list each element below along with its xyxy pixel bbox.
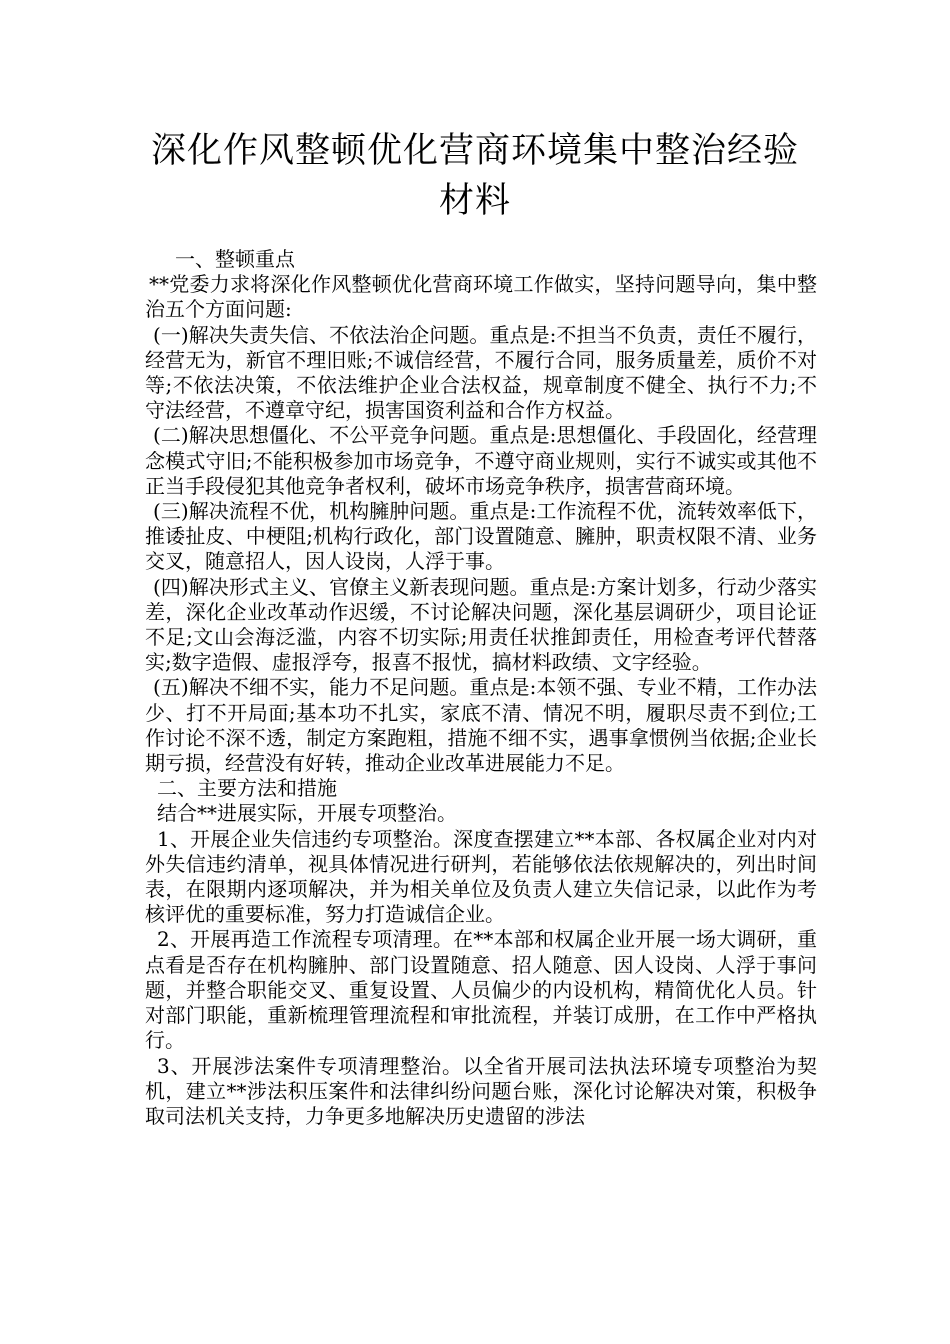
- paragraph: 一、整顿重点: [175, 247, 295, 271]
- paragraph: 3、开展涉法案件专项清理整治。以全省开展司法执法环境专项整治为契机，建立**涉法积压案件和法律纠纷问题台账，深化讨论解决对策，积极争取司法机关支持，力争更多地解决历史遗留的涉法: [145, 1053, 817, 1128]
- document-title: [130, 126, 820, 226]
- title-line-2: 材料: [438, 181, 511, 221]
- paragraph: 1、开展企业失信违约专项整治。深度查摆建立**本部、各权属企业对内对外失信违约清单，视具体情况进行研判，若能够依法依规解决的，列出时间表，在限期内逐项解决，并为相关单位及负责人建立失信记录，以此作为考核评优的重要标准，努力打造诚信企业。: [145, 826, 817, 927]
- paragraph: 2、开展再造工作流程专项清理。在**本部和权属企业开展一场大调研，重点看是否存在机构臃肿、部门设置随意、招人随意、因人设岗、人浮于事问题，并整合职能交叉、重复设置、人员偏少的内设机构，精简优化人员。针对部门职能，重新梳理管理流程和审批流程，并装订成册，在工作中严格执行。: [145, 927, 817, 1053]
- title-line-1: 深化作风整顿优化营商环境集中整治经验: [150, 131, 799, 171]
- document-body: [145, 247, 817, 1129]
- paragraph: (一)解决失责失信、不依法治企问题。重点是:不担当不负责，责任不履行，经营无为，新官不理旧账;不诚信经营，不履行合同，服务质量差，质价不对等;不依法决策，不依法维护企业合法权益，规章制度不健全、执行不力;不守法经营，不遵章守纪，损害国资利益和合作方权益。: [145, 322, 817, 423]
- paragraph: 二、主要方法和措施: [157, 776, 337, 801]
- paragraph: (三)解决流程不优，机构臃肿问题。重点是:工作流程不优，流转效率低下，推诿扯皮、中梗阻;机构行政化，部门设置随意、臃肿，职责权限不清、业务交叉，随意招人，因人设岗，人浮于事。: [145, 499, 817, 574]
- paragraph: (四)解决形式主义、官僚主义新表现问题。重点是:方案计划多，行动少落实差，深化企业改革动作迟缓，不讨论解决问题，深化基层调研少，项目论证不足;文山会海泛滥，内容不切实际;用责任状推卸责任，用检查考评代替落实;数字造假、虚报浮夸，报喜不报忧，搞材料政绩、文字经验。: [145, 574, 817, 675]
- paragraph: 结合**进展实际，开展专项整治。: [157, 801, 457, 826]
- paragraph: **党委力求将深化作风整顿优化营商环境工作做实，坚持问题导向，集中整治五个方面问题:: [145, 272, 817, 322]
- paragraph: (二)解决思想僵化、不公平竞争问题。重点是:思想僵化、手段固化，经营理念模式守旧;不能积极参加市场竞争，不遵守商业规则，实行不诚实或其他不正当手段侵犯其他竞争者权利，破坏市场竞争秩序，损害营商环境。: [145, 423, 817, 498]
- paragraph: (五)解决不细不实，能力不足问题。重点是:本领不强、专业不精，工作办法少、打不开局面;基本功不扎实，家底不清、情况不明，履职尽责不到位;工作讨论不深不透，制定方案跑粗，措施不细不实，遇事拿惯例当依据;企业长期亏损，经营没有好转，推动企业改革进展能力不足。: [145, 675, 817, 776]
